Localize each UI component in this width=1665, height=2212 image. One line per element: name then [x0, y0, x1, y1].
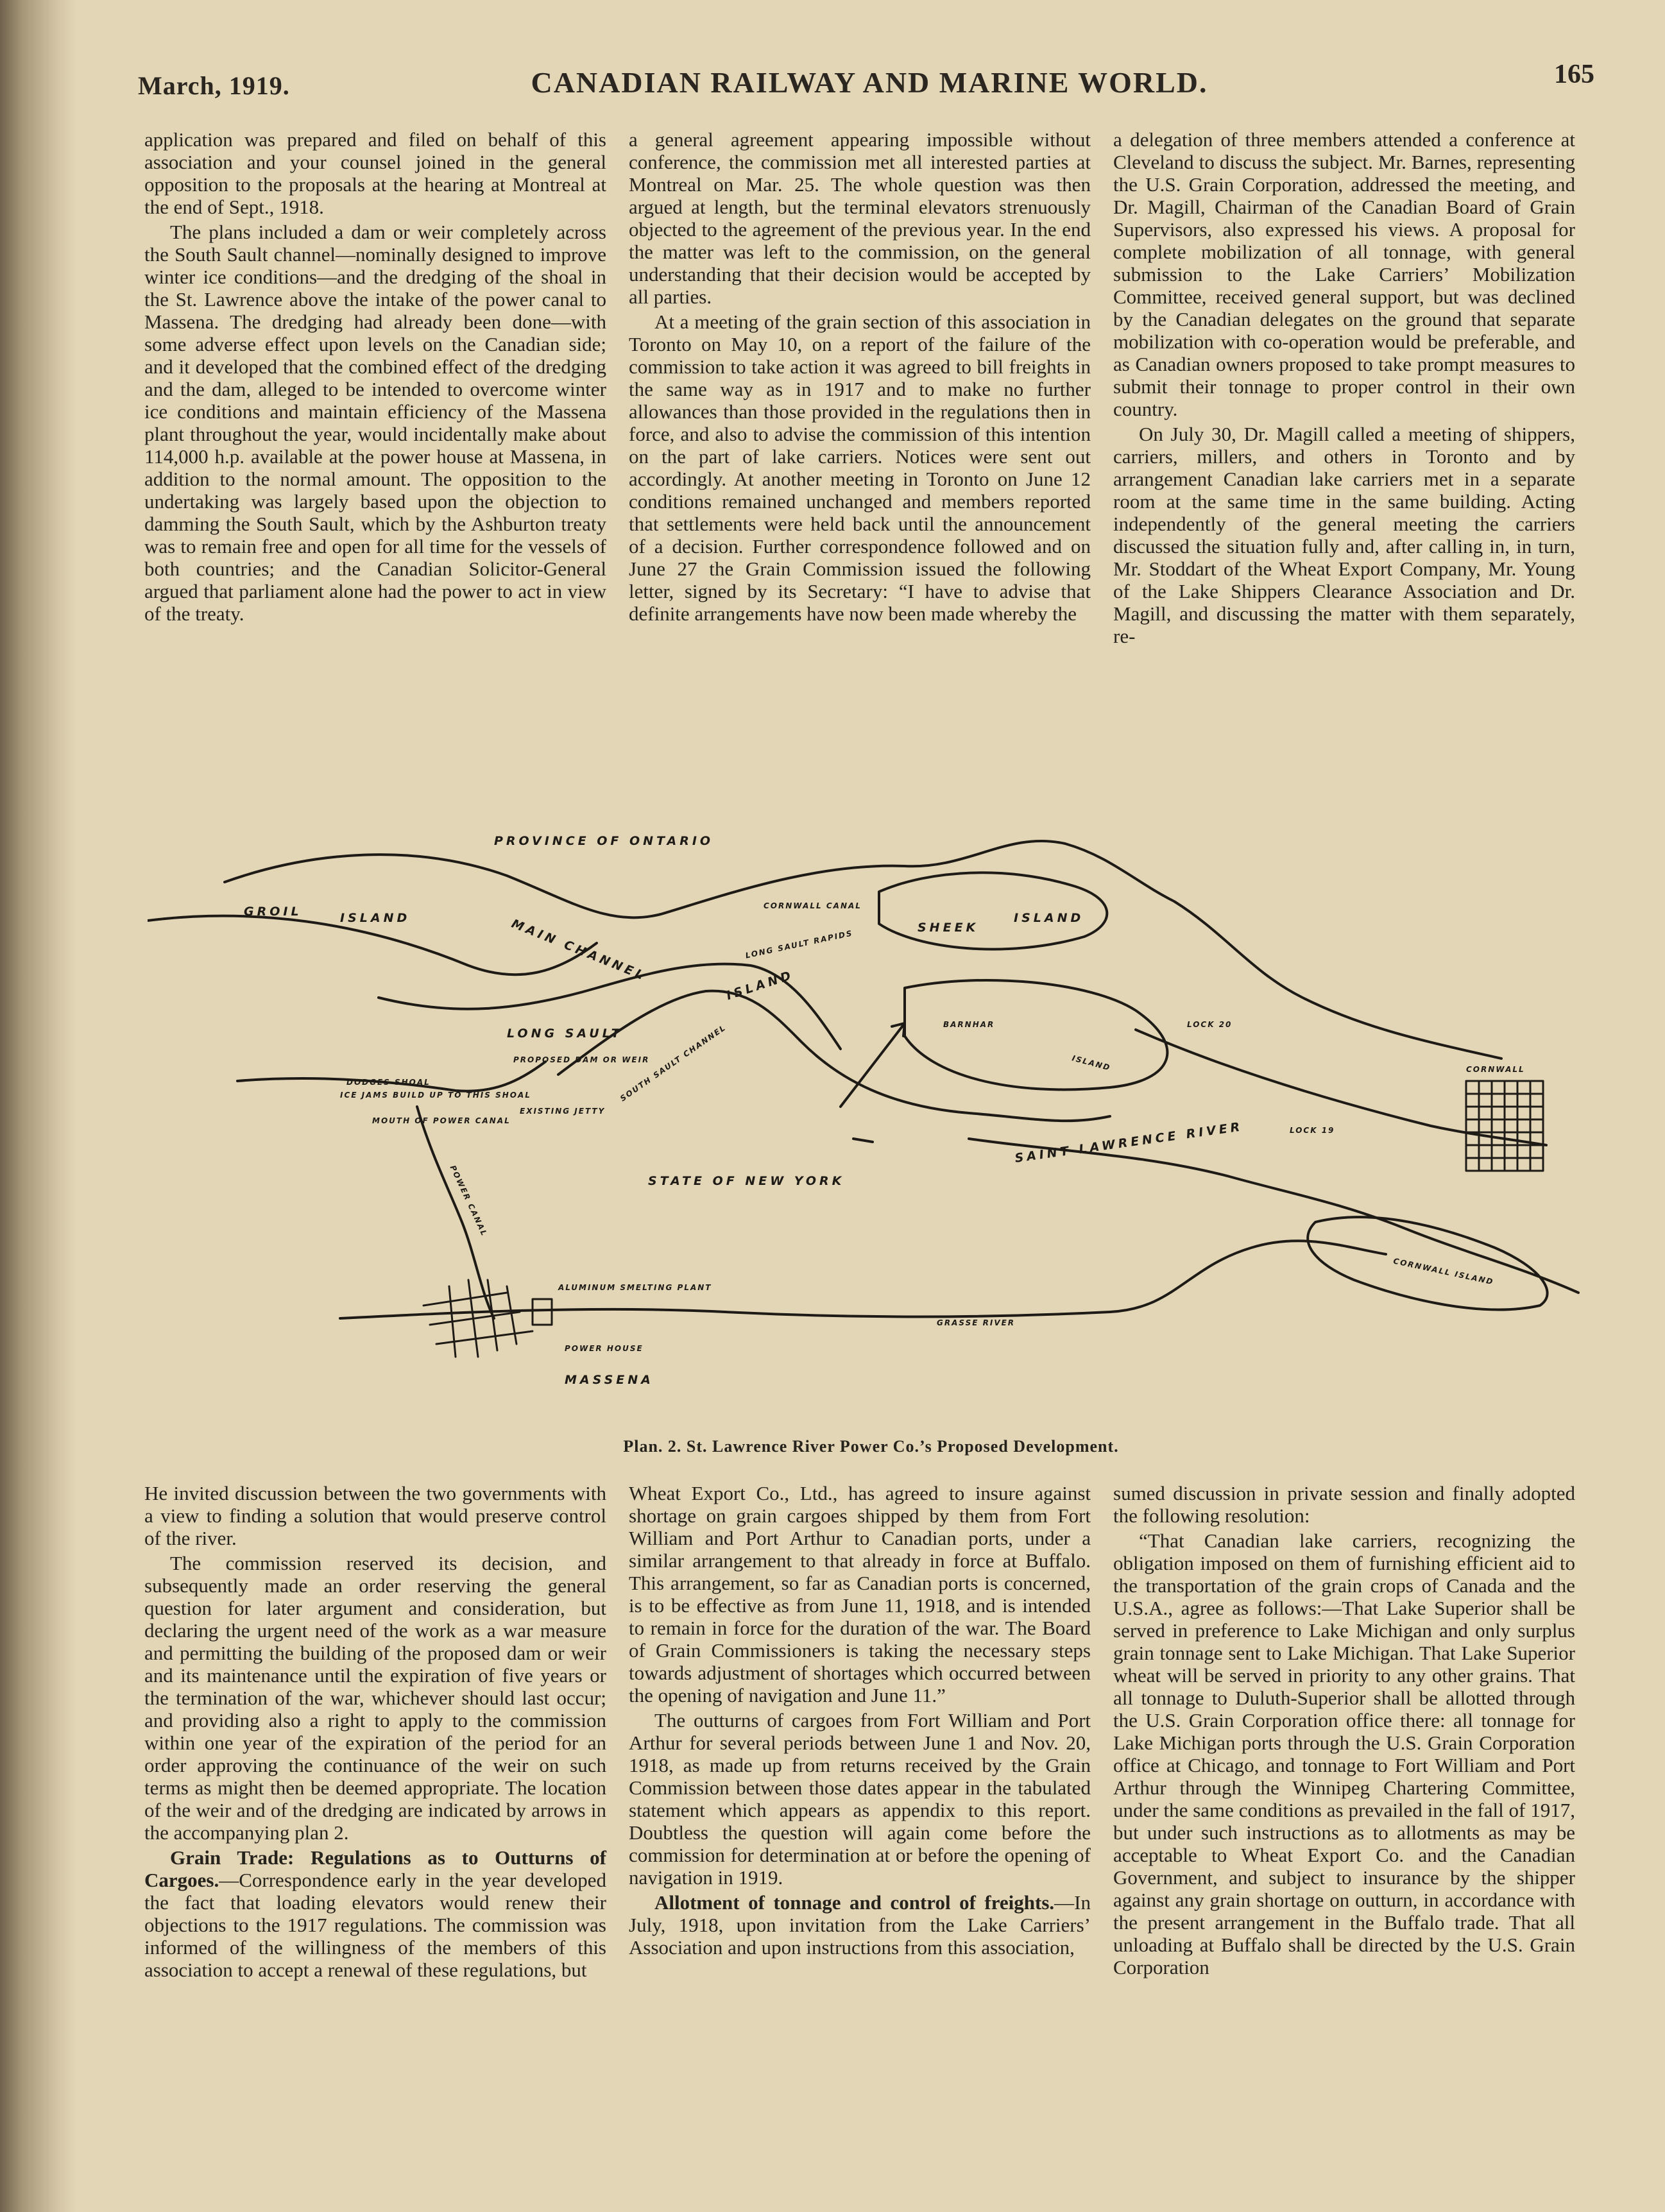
arrow-tick [853, 1139, 873, 1142]
paragraph-heading: Grain Trade: Regulations as to Outturns of Cargoes. [144, 1846, 606, 1891]
label-massena: MASSENA [565, 1373, 654, 1387]
label-barnhar: BARNHAR [943, 1020, 995, 1029]
label-main-channel: MAIN CHANNEL [509, 916, 649, 984]
label-ice-jams: ICE JAMS BUILD UP TO THIS SHOAL [340, 1091, 531, 1100]
paragraph [144, 1552, 606, 1844]
paragraph-text: On July 30, Dr. Magill called a meeting of shippers, carriers, millers, and others in Toronto and by arrangement Canadian lake carriers met in a separate room at the same time in the same building. Acting independently of the general meeting the carriers discussed the situation fully and, after calling in, in turn, Mr. Stoddart of the Wheat Export Company, Mr. Young of the Lake Shippers Clearance Association and Dr. Magill, and discussing the matter with them separately, re- [1113, 423, 1575, 647]
label-cornwall-canal: CORNWALL CANAL [764, 901, 862, 910]
publication-title: CANADIAN RAILWAY AND MARINE WORLD. [531, 66, 1208, 99]
paragraph-text: The outturns of cargoes from Fort William and Port Arthur for several periods between June 1 and Nov. 20, 1918, as made up from returns received by the Grain Commission between those dates appear in the tabulated statement which appears as appendix to this report. Doubtless the question will again come before the commission for determination at or before the opening of navigation in 1919. [629, 1709, 1091, 1889]
paragraph [1113, 423, 1575, 647]
massena-town-grid [423, 1280, 552, 1357]
paragraph [1113, 1482, 1575, 1527]
paragraph-text: application was prepared and filed on behalf of this association and your counsel joined in the general opposition to the proposals at the hearing at Montreal at the end of Sept., 1918. [144, 128, 606, 218]
label-proposed-dam: PROPOSED DAM OR WEIR [513, 1055, 650, 1064]
label-aluminum-plant: ALUMINUM SMELTING PLANT [558, 1283, 712, 1292]
label-saint-lawrence-river: SAINT LAWRENCE RIVER [1014, 1119, 1244, 1166]
paragraph-text: “That Canadian lake carriers, recognizing the obligation imposed on them of furnishing efficient aid to the transportation of the grain crops of Canada and the U.S.A., agree as follows:—That Lake Superior shall be served in preference to Lake Michigan and only surplus grain tonnage sent to Lake Michigan. That Lake Superior wheat will be served in priority to any other grains. That all tonnage to Duluth-Superior shall be allotted through the U.S. Grain Corporation office there: all tonnage for Lake Michigan ports through the U.S. Grain Corporation office at Chicago, and tonnage to Fort William and Port Arthur through the Winnipeg Chartering Committee, under the same conditions as prevailed in the fall of 1917, but under such instructions as to allotments as may be acceptable to Wheat Export Co. and the Canadian Government, and subject to insurance by the shipper against any grain shortage on outturn, in accordance with the present arrangement in the Buffalo trade. That all unloading at Buffalo shall be directed by the U.S. Grain Corporation [1113, 1529, 1575, 1978]
label-island-1: ISLAND [340, 911, 411, 925]
label-sheek: SHEEK [918, 921, 979, 935]
issue-date: March, 1919. [138, 71, 290, 100]
label-mouth-power-canal: MOUTH OF POWER CANAL [372, 1116, 511, 1125]
paragraph [144, 1482, 606, 1549]
paragraph-text: Wheat Export Co., Ltd., has agreed to insure against shortage on grain cargoes shipped by them from Fort William and Port Arthur to Canadian ports, under a similar arrangement to that already in force at Buffalo. This arrangement, so far as Canadian ports is concerned, is to be effective as from June 11, 1918, and is intended to remain in force for the duration of the war. The Board of Grain Commissioners is taking the necessary steps towards adjustment of shortages which occurred between the opening of navigation and June 11.” [629, 1482, 1091, 1706]
paragraph-text: a delegation of three members attended a conference at Cleveland to discuss the subject. Mr. Barnes, representing the U.S. Grain Corporation, addressed the meeting, and Dr. Magill, Chairman of the Canadian Board of Grain Supervisors, also expressed his views. A proposal for complete mobilization of all tonnage, with general submission to the Lake Carriers’ Mobilization Committee, received general support, but was declined by the Canadian delegates on the ground that separate mobilization with co-operation would be preferable, and as Canadian owners proposed to take prompt measures to submit their tonnage to proper control in their own country. [1113, 128, 1575, 420]
top-column-2 [629, 128, 1091, 627]
label-existing-jetty: EXISTING JETTY [520, 1107, 606, 1116]
label-dodges-shoal: DODGES SHOAL [346, 1078, 431, 1087]
paragraph [144, 221, 606, 625]
bottom-column-2 [629, 1482, 1091, 1961]
river-south-bank [969, 1139, 1578, 1293]
paragraph [1113, 1529, 1575, 1978]
label-lock-20: LOCK 20 [1187, 1020, 1233, 1029]
label-long-sault-rapids: LONG SAULT RAPIDS [744, 928, 854, 960]
label-cornwall-island: CORNWALL ISLAND [1392, 1256, 1495, 1287]
paragraph [144, 1846, 606, 1981]
paragraph-text: The plans included a dam or weir completely across the South Sault channel—nominally designed to improve winter ice conditions—and the dredging of the shoal in the St. Lawrence above the intake of the power canal to Massena. The dredging had already been done—with some adverse effect upon levels on the Canadian side; and it developed that the combined effect of the dredging and the dam, alleged to be intended to overcome winter ice conditions and maintain efficiency of the Massena plant throughout the year, would incidentally make about 114,000 h.p. available at the power house at Massena, in addition to the normal amount. The opposition to the undertaking was largely based upon the objection to damming the South Sault, which by the Ashburton treaty was to remain free and open for all time for the vessels of both countries; and the Canadian Solicitor-General argued that parliament alone had the power to act in view of the treaty. [144, 221, 606, 625]
paragraph [629, 311, 1091, 625]
page-header [138, 59, 1601, 104]
label-province-ontario: PROVINCE OF ONTARIO [494, 834, 714, 848]
label-power-house: POWER HOUSE [565, 1344, 644, 1353]
power-canal [417, 1107, 494, 1318]
label-state-new-york: STATE OF NEW YORK [648, 1174, 845, 1188]
paragraph-text: a general agreement appearing impossible without conference, the commission met all interested parties at Montreal on Mar. 25. The whole question was then argued at length, but the terminal elevators strenuously objected to the agreement of the previous year. In the end the matter was left to the commission, on the general understanding that their decision would be accepted by all parties. [629, 128, 1091, 308]
book-spine-shadow [0, 0, 77, 2212]
paragraph-text: sumed discussion in private session and finally adopted the following resolution: [1113, 1482, 1575, 1527]
label-island-2: ISLAND [1014, 911, 1084, 925]
barnhart-island [905, 980, 1167, 1090]
paragraph [1113, 128, 1575, 420]
label-long-sault: LONG SAULT [507, 1026, 623, 1041]
top-column-1 [144, 128, 606, 627]
label-groil: GROIL [244, 905, 302, 919]
north-arrow [841, 1023, 905, 1107]
label-power-canal: POWER CANAL [448, 1164, 490, 1238]
label-island-3: ISLAND [724, 967, 796, 1003]
page-number: 165 [1554, 60, 1594, 89]
label-grasse-river: GRASSE RIVER [937, 1318, 1016, 1327]
ontario-shore [225, 841, 1501, 1059]
cornwall-town-grid [1466, 1081, 1543, 1171]
paragraph [629, 1709, 1091, 1889]
top-column-3 [1113, 128, 1575, 650]
paragraph-text: He invited discussion between the two governments with a view to finding a solution that would preserve control of the river. [144, 1482, 606, 1549]
map-drawing [148, 805, 1604, 1408]
paragraph-heading: Allotment of tonnage and control of freights. [654, 1891, 1055, 1914]
label-south-sault-channel: SOUTH SAULT CHANNEL [618, 1023, 728, 1103]
label-lock-19: LOCK 19 [1290, 1126, 1335, 1135]
label-island-4: ISLAND [1071, 1053, 1112, 1073]
plan-map [148, 805, 1604, 1408]
paragraph [629, 128, 1091, 308]
paragraph [629, 1891, 1091, 1959]
grasse-river [340, 1241, 1386, 1318]
bottom-column-1 [144, 1482, 606, 1984]
label-cornwall: CORNWALL [1466, 1065, 1525, 1074]
paragraph-text: At a meeting of the grain section of this association in Toronto on May 10, on a report of the failure of the commission to take action it was agreed to bill freights in the same way as in 1917 and to make no further allowances than those provided in the regulations then in force, and also to advise the commission of this intention on the part of lake carriers. Notices were sent out accordingly. At another meeting in Toronto on June 12 conditions remained unchanged and members reported that settlements were held back until the announcement of a decision. Further correspondence followed and on June 27 the Grain Commission issued the following letter, signed by its Secretary: “I have to advise that definite arrangements have now been made whereby the [629, 311, 1091, 625]
paragraph-text: The commission reserved its decision, and subsequently made an order reserving the general question for later argument and consideration, but declaring the urgent need of the work as a war measure and permitting the building of the proposed dam or weir and its maintenance until the expiration of five years or the termination of the war, whichever should last occur; and providing also a right to apply to the commission within one year of the expiration of the period for an order approving the continuance of the weir on such terms as might then be deemed appropriate. The location of the weir and of the dredging are indicated by arrows in the accompanying plan 2. [144, 1552, 606, 1844]
paragraph [144, 128, 606, 218]
paragraph-text: —Correspondence early in the year developed the fact that loading elevators would renew their objections to the 1917 regulations. The commission was informed of the willingness of the members of this association to accept a renewal of these regulations, but [144, 1869, 606, 1981]
paragraph-text: —In July, 1918, upon invitation from the Lake Carriers’ Association and upon instructions from this association, [629, 1891, 1091, 1959]
paragraph [629, 1482, 1091, 1706]
figure-caption: Plan. 2. St. Lawrence River Power Co.’s Proposed Development. [623, 1437, 1119, 1456]
bottom-column-3 [1113, 1482, 1575, 1981]
magazine-page [77, 0, 1665, 2212]
